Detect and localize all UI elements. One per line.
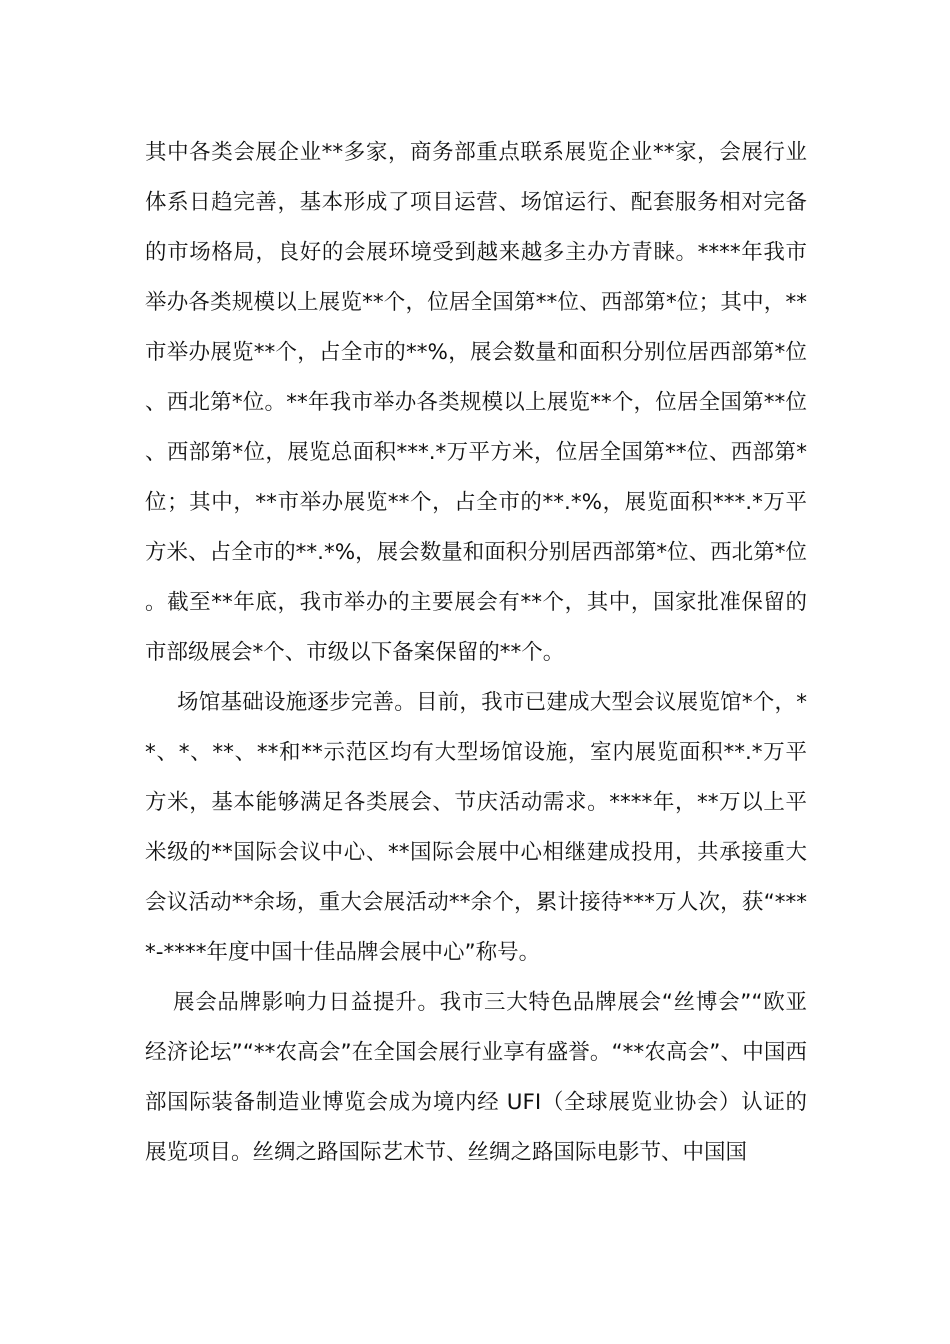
paragraph-exhibition-industry: 其中各类会展企业**多家，商务部重点联系展览企业**家，会展行业体系日趋完善，基本形成了项目运营、场馆运行、配套服务相对完备的市场格局，良好的会展环境受到越来越多主办方青睐。****年我市举办各类规模以上展览**个，位居全国第**位、西部第*位；其中，**市举办展览**个，占全市的**%，展会数量和面积分别位居西部第*位、西北第*位。**年我市举办各类规模以上展览**个，位居全国第**位、西部第*位，展览总面积***.*万平方米，位居全国第**位、西部第*位；其中，**市举办展览**个，占全市的**.*%，展览面积***.*万平方米、占全市的**.*%，展会数量和面积分别居西部第*位、西北第*位。截至**年底，我市举办的主要展会有**个，其中，国家批准保留的市部级展会*个、市级以下备案保留的**个。 [145, 140, 807, 665]
document-body [145, 128, 807, 1178]
paragraph-venue-facilities: 场馆基础设施逐步完善。目前，我市已建成大型会议展览馆*个，**、*、**、**和**示范区均有大型场馆设施，室内展览面积**.*万平方米，基本能够满足各类展会、节庆活动需求。****年，**万以上平米级的**国际会议中心、**国际会展中心相继建成投用，共承接重大会议活动**余场，重大会展活动**余个，累计接待***万人次，获“****-****年度中国十佳品牌会展中心”称号。 [145, 690, 807, 965]
paragraph-brand-influence: 展会品牌影响力日益提升。我市三大特色品牌展会“丝博会”“欧亚经济论坛”“**农高会”在全国会展行业享有盛誉。“**农高会”、中国西部国际装备制造业博览会成为境内经 UFI（全球展览业协会）认证的展览项目。丝绸之路国际艺术节、丝绸之路国际电影节、中国国 [145, 990, 807, 1165]
